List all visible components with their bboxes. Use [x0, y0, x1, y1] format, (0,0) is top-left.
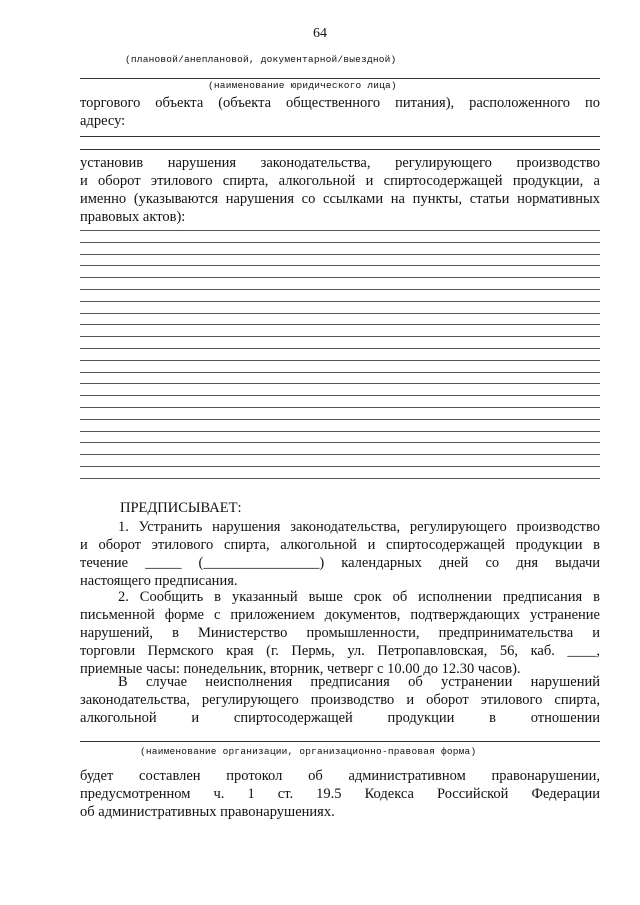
- text-line: предусмотренном ч. 1 ст. 19.5 Кодекса Российской Федерации: [80, 786, 600, 802]
- text-line: установив нарушения законодательства, регулирующего производство: [80, 155, 600, 171]
- blank-writing-line: [80, 254, 600, 255]
- blank-writing-line: [80, 336, 600, 337]
- legal-entity-caption: (наименование юридического лица): [208, 80, 397, 91]
- text-line: настоящего предписания.: [80, 573, 238, 589]
- blank-writing-line: [80, 277, 600, 278]
- text-line: торгового объекта (объекта общественного питания), расположенного по: [80, 95, 600, 111]
- text-line: алкогольной и спиртосодержащей продукции в отношении: [80, 710, 600, 726]
- text-line: именно (указываются нарушения со ссылками на пункты, статьи нормативных: [80, 191, 600, 207]
- text-line: правовых актов):: [80, 209, 186, 225]
- text-line: В случае неисполнения предписания об устранении нарушений: [118, 674, 600, 690]
- blank-writing-line: [80, 383, 600, 384]
- page-number: 64: [313, 26, 327, 41]
- text-line: 2. Сообщить в указанный выше срок об исполнении предписания в: [118, 589, 600, 605]
- blank-writing-line: [80, 431, 600, 432]
- text-line: течение _____ (________________) календарных дней со дня выдачи: [80, 555, 600, 571]
- blank-writing-line: [80, 395, 600, 396]
- blank-writing-line: [80, 442, 600, 443]
- text-line: будет составлен протокол об административном правонарушении,: [80, 768, 600, 784]
- text-line: нарушений, в Министерство промышленности, предпринимательства и: [80, 625, 600, 641]
- text-line: торговли Пермского края (г. Пермь, ул. Петропавловская, 56, каб. ____,: [80, 643, 600, 659]
- blank-writing-line: [80, 419, 600, 420]
- blank-writing-line: [80, 289, 600, 290]
- text-line: приемные часы: понедельник, вторник, четверг с 10.00 до 12.30 часов).: [80, 661, 521, 677]
- text-line: законодательства, регулирующего производство и оборот этилового спирта,: [80, 692, 600, 708]
- blank-writing-line: [80, 301, 600, 302]
- address-blank-line: [80, 136, 600, 137]
- blank-writing-line: [80, 348, 600, 349]
- organization-caption: (наименование организации, организационно-правовая форма): [140, 746, 477, 757]
- blank-writing-line: [80, 466, 600, 467]
- blank-writing-line: [80, 454, 600, 455]
- text-line: и оборот этилового спирта, алкогольной и спиртосодержащей продукции, а: [80, 173, 600, 189]
- text-line: 1. Устранить нарушения законодательства, регулирующего производство: [118, 519, 600, 535]
- blank-writing-line: [80, 265, 600, 266]
- text-line: адресу:: [80, 113, 126, 129]
- legal-entity-blank-line: [80, 78, 600, 79]
- blank-writing-line: [80, 372, 600, 373]
- address-blank-line: [80, 149, 600, 150]
- blank-writing-line: [80, 324, 600, 325]
- blank-writing-line: [80, 478, 600, 479]
- blank-writing-line: [80, 313, 600, 314]
- text-line: письменной форме с приложением документов, подтверждающих устранение: [80, 607, 600, 623]
- section-heading: ПРЕДПИСЫВАЕТ:: [120, 500, 242, 516]
- text-line: и оборот этилового спирта, алкогольной и спиртосодержащей продукции в: [80, 537, 600, 553]
- blank-writing-line: [80, 407, 600, 408]
- blank-writing-line: [80, 230, 600, 231]
- organization-blank-line: [80, 741, 600, 742]
- blank-writing-line: [80, 360, 600, 361]
- text-line: об административных правонарушениях.: [80, 804, 335, 820]
- blank-writing-line: [80, 242, 600, 243]
- inspection-type-caption: (плановой/анеплановой, документарной/выездной): [125, 54, 397, 65]
